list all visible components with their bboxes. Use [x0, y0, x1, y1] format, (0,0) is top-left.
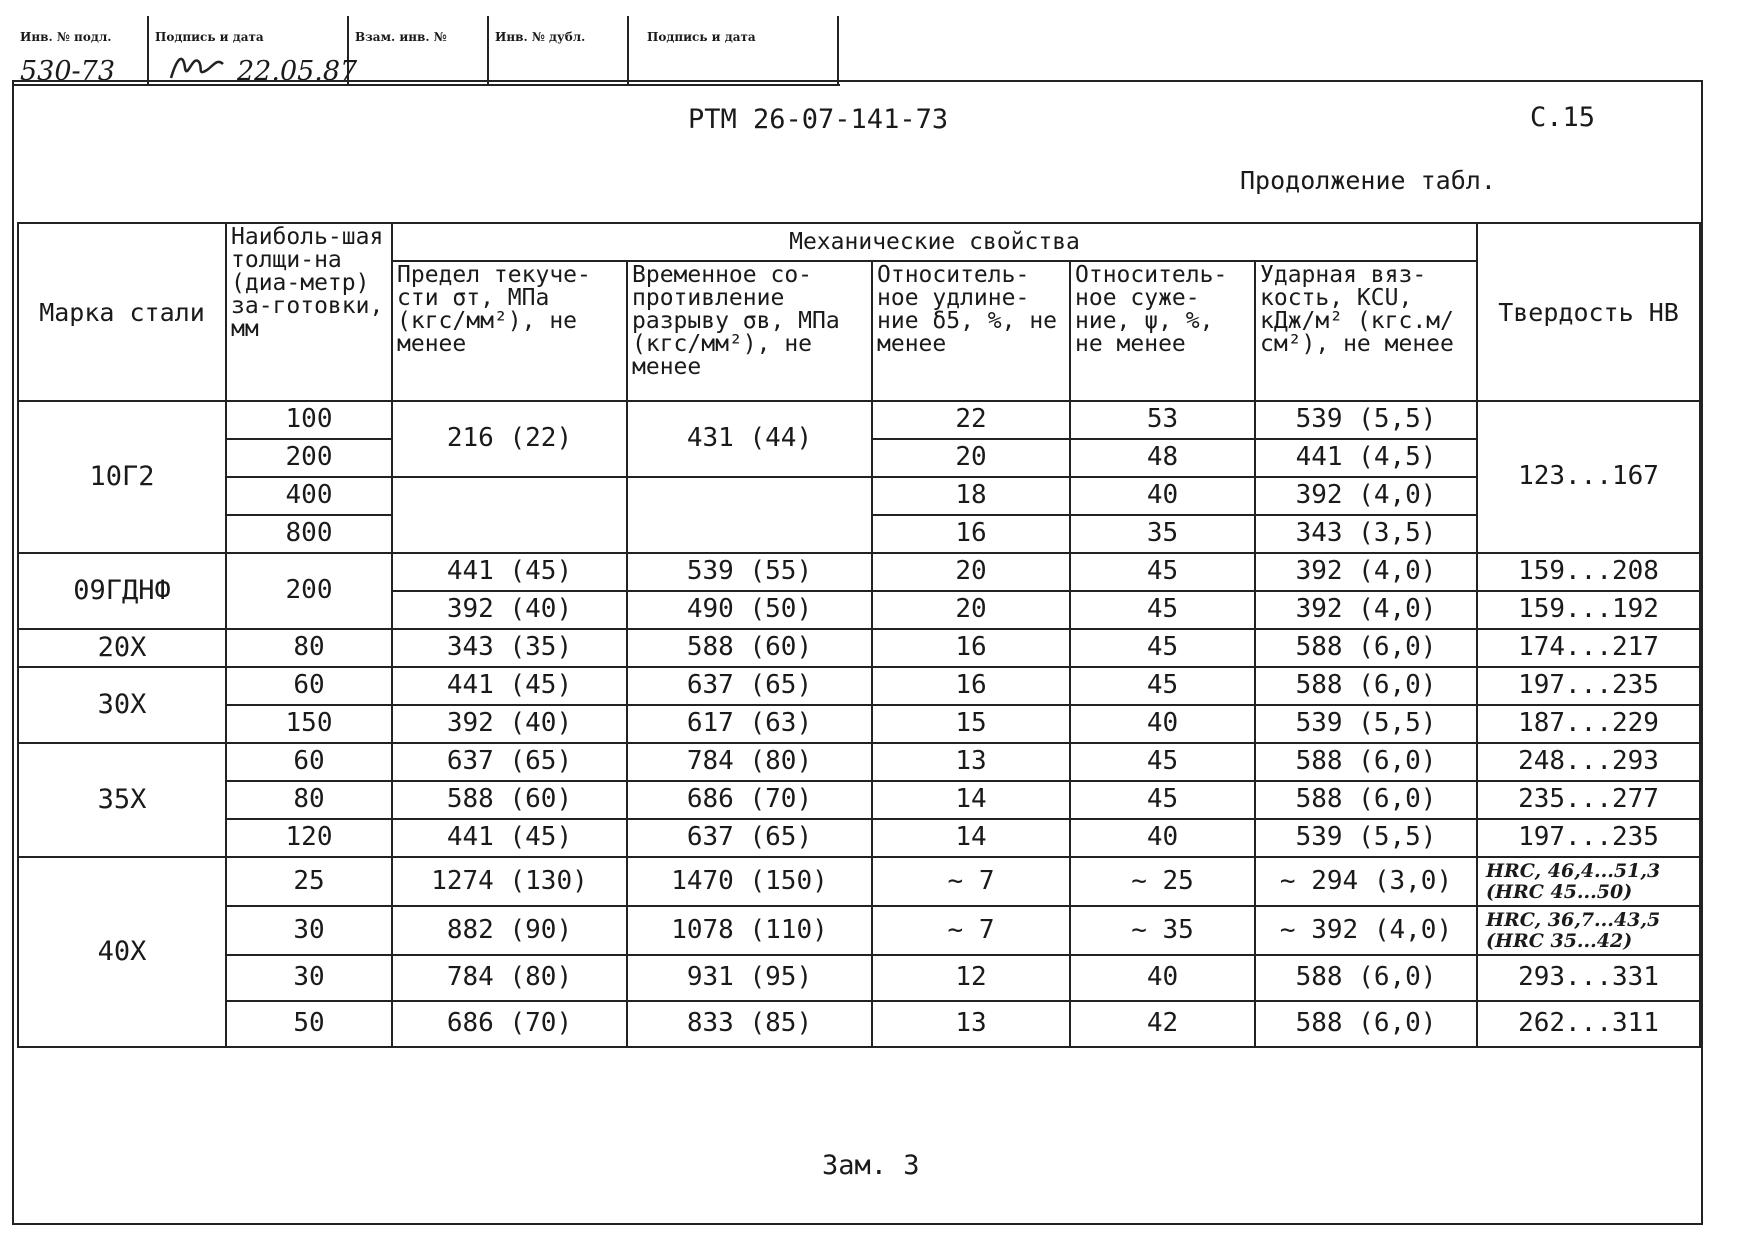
elongation-cell: 16	[872, 515, 1070, 553]
elongation-cell: 18	[872, 477, 1070, 515]
stamp-signature2-cell	[627, 16, 839, 84]
revision-stamp	[12, 16, 840, 86]
handwritten-signature	[167, 48, 227, 82]
impact-cell: 539 (5,5)	[1255, 401, 1477, 439]
thickness-cell: 30	[226, 906, 392, 955]
elongation-cell: ~ 7	[872, 857, 1070, 906]
reduction-cell: 40	[1070, 705, 1255, 743]
hardness-cell	[1477, 857, 1700, 906]
hardness-hrc-value: HRC, 46,4...51,3	[1486, 859, 1661, 882]
elongation-cell: 20	[872, 591, 1070, 629]
stamp-signature2-header: Подпись и дата	[647, 30, 756, 44]
elongation-cell: 16	[872, 629, 1070, 667]
yield-cell-empty	[392, 477, 627, 553]
impact-cell: 588 (6,0)	[1255, 629, 1477, 667]
tensile-cell: 931 (95)	[627, 955, 872, 1001]
elongation-cell: ~ 7	[872, 906, 1070, 955]
hardness-cell: 293...331	[1477, 955, 1700, 1001]
tensile-cell: 1470 (150)	[627, 857, 872, 906]
elongation-cell: 14	[872, 819, 1070, 857]
impact-cell: 588 (6,0)	[1255, 1001, 1477, 1047]
table-row	[18, 906, 1700, 955]
table-row	[18, 955, 1700, 1001]
hardness-cell	[1477, 906, 1700, 955]
grade-cell: 30Х	[18, 667, 226, 743]
tensile-cell: 784 (80)	[627, 743, 872, 781]
col-elongation: Относитель-ное удлине-ние δ5, %, не менее	[872, 261, 1070, 401]
table-row	[18, 743, 1700, 781]
yield-cell: 441 (45)	[392, 819, 627, 857]
reduction-cell: 40	[1070, 955, 1255, 1001]
tensile-cell: 431 (44)	[627, 401, 872, 477]
col-thickness: Наиболь-шая толщи-на (диа-метр) за-готовки, мм	[226, 223, 392, 401]
reduction-cell: 53	[1070, 401, 1255, 439]
grade-cell: 40Х	[18, 857, 226, 1047]
elongation-cell: 12	[872, 955, 1070, 1001]
impact-cell: 441 (4,5)	[1255, 439, 1477, 477]
table-row	[18, 667, 1700, 705]
col-grade: Марка стали	[18, 223, 226, 401]
hardness-cell: 174...217	[1477, 629, 1700, 667]
impact-cell: 392 (4,0)	[1255, 553, 1477, 591]
table-row	[18, 477, 1700, 515]
hardness-cell: 248...293	[1477, 743, 1700, 781]
table-row	[18, 857, 1700, 906]
reduction-cell: ~ 35	[1070, 906, 1255, 955]
hardness-cell: 187...229	[1477, 705, 1700, 743]
col-reduction: Относитель-ное суже-ние, ψ, %, не менее	[1070, 261, 1255, 401]
thickness-cell: 200	[226, 553, 392, 629]
elongation-cell: 20	[872, 439, 1070, 477]
impact-cell: 392 (4,0)	[1255, 591, 1477, 629]
hardness-cell: 123...167	[1477, 401, 1700, 553]
table-row	[18, 705, 1700, 743]
elongation-cell: 15	[872, 705, 1070, 743]
stamp-replaced-header: Взам. инв. №	[355, 30, 447, 44]
yield-cell: 588 (60)	[392, 781, 627, 819]
tensile-cell: 617 (63)	[627, 705, 872, 743]
table-row	[18, 553, 1700, 591]
thickness-cell: 60	[226, 743, 392, 781]
hardness-cell: 159...192	[1477, 591, 1700, 629]
hardness-cell: 159...208	[1477, 553, 1700, 591]
yield-cell: 392 (40)	[392, 705, 627, 743]
impact-cell: 343 (3,5)	[1255, 515, 1477, 553]
impact-cell: ~ 392 (4,0)	[1255, 906, 1477, 955]
elongation-cell: 20	[872, 553, 1070, 591]
thickness-cell: 60	[226, 667, 392, 705]
reduction-cell: ~ 25	[1070, 857, 1255, 906]
reduction-cell: 45	[1070, 553, 1255, 591]
elongation-cell: 13	[872, 1001, 1070, 1047]
tensile-cell: 637 (65)	[627, 667, 872, 705]
yield-cell: 1274 (130)	[392, 857, 627, 906]
reduction-cell: 48	[1070, 439, 1255, 477]
document-number: РТМ 26-07-141-73	[688, 104, 949, 135]
stamp-signature-header: Подпись и дата	[155, 30, 264, 44]
impact-cell: 588 (6,0)	[1255, 667, 1477, 705]
col-hardness: Твердость НВ	[1477, 223, 1700, 401]
col-yield: Предел текуче-сти σт, МПа (кгс/мм²), не менее	[392, 261, 627, 401]
stamp-inventory-cell	[12, 16, 149, 87]
thickness-cell: 25	[226, 857, 392, 906]
stamp-signature-cell	[147, 16, 358, 87]
impact-cell: 539 (5,5)	[1255, 705, 1477, 743]
table-row	[18, 781, 1700, 819]
table-continuation-label: Продолжение табл.	[1240, 166, 1496, 195]
yield-cell: 216 (22)	[392, 401, 627, 477]
grade-cell: 10Г2	[18, 401, 226, 553]
reduction-cell: 45	[1070, 781, 1255, 819]
thickness-cell: 400	[226, 477, 392, 515]
yield-cell: 637 (65)	[392, 743, 627, 781]
elongation-cell: 16	[872, 667, 1070, 705]
elongation-cell: 14	[872, 781, 1070, 819]
yield-cell: 686 (70)	[392, 1001, 627, 1047]
yield-cell: 441 (45)	[392, 553, 627, 591]
reduction-cell: 45	[1070, 629, 1255, 667]
thickness-cell: 150	[226, 705, 392, 743]
tensile-cell: 539 (55)	[627, 553, 872, 591]
elongation-cell: 22	[872, 401, 1070, 439]
hardness-hrc-note: (HRC 45...50)	[1486, 880, 1633, 903]
reduction-cell: 45	[1070, 667, 1255, 705]
tensile-cell: 686 (70)	[627, 781, 872, 819]
hardness-cell: 197...235	[1477, 667, 1700, 705]
reduction-cell: 45	[1070, 591, 1255, 629]
elongation-cell: 13	[872, 743, 1070, 781]
tensile-cell: 490 (50)	[627, 591, 872, 629]
yield-cell: 343 (35)	[392, 629, 627, 667]
impact-cell: 588 (6,0)	[1255, 955, 1477, 1001]
change-note: Зам. 3	[822, 1150, 920, 1181]
mechanical-properties-table	[17, 222, 1701, 1048]
hardness-cell: 235...277	[1477, 781, 1700, 819]
hardness-hrc-note: (HRC 35...42)	[1486, 929, 1633, 952]
stamp-duplicate-header: Инв. № дубл.	[495, 30, 586, 44]
stamp-signature-date: 22.05.87	[237, 56, 358, 87]
thickness-cell: 80	[226, 781, 392, 819]
yield-cell: 441 (45)	[392, 667, 627, 705]
hardness-hrc-value: HRC, 36,7...43,5	[1486, 908, 1661, 931]
reduction-cell: 35	[1070, 515, 1255, 553]
impact-cell: 539 (5,5)	[1255, 819, 1477, 857]
yield-cell: 882 (90)	[392, 906, 627, 955]
page-number: С.15	[1530, 102, 1596, 133]
thickness-cell: 50	[226, 1001, 392, 1047]
yield-cell: 784 (80)	[392, 955, 627, 1001]
col-impact: Ударная вяз-кость, KCU, кДж/м² (кгс.м/см²), не менее	[1255, 261, 1477, 401]
stamp-duplicate-cell	[487, 16, 629, 84]
grade-cell: 20Х	[18, 629, 226, 667]
table-row	[18, 401, 1700, 439]
thickness-cell: 120	[226, 819, 392, 857]
tensile-cell: 637 (65)	[627, 819, 872, 857]
thickness-cell: 80	[226, 629, 392, 667]
reduction-cell: 42	[1070, 1001, 1255, 1047]
header-row	[18, 223, 1700, 261]
col-tensile: Временное со-противление разрыву σв, МПа (кгс/мм²), не менее	[627, 261, 872, 401]
yield-cell: 392 (40)	[392, 591, 627, 629]
tensile-cell: 833 (85)	[627, 1001, 872, 1047]
col-group-mechanical: Механические свойства	[392, 223, 1477, 261]
grade-cell: 09ГДНФ	[18, 553, 226, 629]
impact-cell: 588 (6,0)	[1255, 781, 1477, 819]
tensile-cell: 588 (60)	[627, 629, 872, 667]
impact-cell: 392 (4,0)	[1255, 477, 1477, 515]
thickness-cell: 100	[226, 401, 392, 439]
grade-cell: 35Х	[18, 743, 226, 857]
stamp-replaced-cell	[347, 16, 489, 84]
thickness-cell: 30	[226, 955, 392, 1001]
table-row	[18, 629, 1700, 667]
table-row	[18, 819, 1700, 857]
stamp-inventory-value: 530-73	[20, 56, 116, 87]
thickness-cell: 800	[226, 515, 392, 553]
tensile-cell: 1078 (110)	[627, 906, 872, 955]
impact-cell: 588 (6,0)	[1255, 743, 1477, 781]
impact-cell: ~ 294 (3,0)	[1255, 857, 1477, 906]
thickness-cell: 200	[226, 439, 392, 477]
reduction-cell: 40	[1070, 819, 1255, 857]
reduction-cell: 45	[1070, 743, 1255, 781]
hardness-cell: 262...311	[1477, 1001, 1700, 1047]
stamp-inventory-header: Инв. № подл.	[20, 30, 112, 44]
reduction-cell: 40	[1070, 477, 1255, 515]
table-row	[18, 1001, 1700, 1047]
hardness-cell: 197...235	[1477, 819, 1700, 857]
tensile-cell-empty	[627, 477, 872, 553]
